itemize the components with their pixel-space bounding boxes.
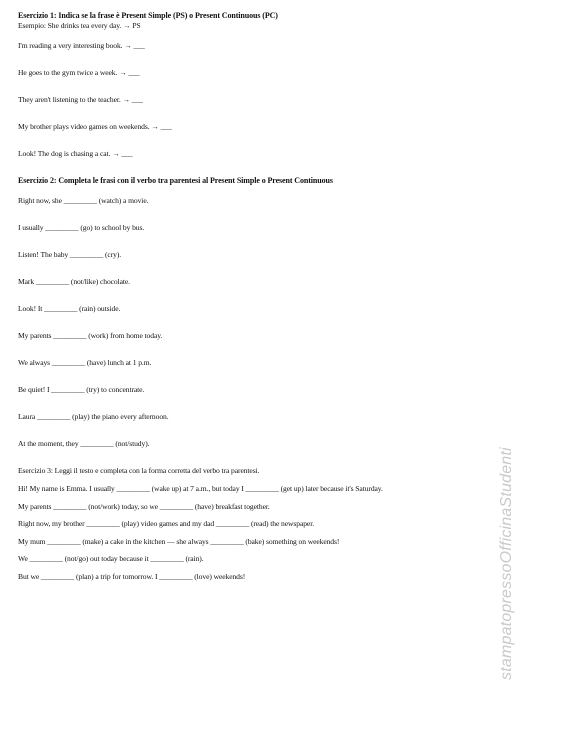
exercise-3-item: Right now, my brother _________ (play) video games and my dad _________ (read) the newspaper.	[18, 519, 314, 528]
exercise-2-item: Mark _________ (not/like) chocolate.	[18, 277, 130, 286]
exercise-3-item: But we _________ (plan) a trip for tomorrow. I _________ (love) weekends!	[18, 572, 246, 581]
exercise-1-item: I'm reading a very interesting book. → ___	[18, 41, 145, 50]
exercise-2-title: Esercizio 2: Completa le frasi con il verbo tra parentesi al Present Simple o Present Continuous	[18, 176, 333, 185]
exercise-1-item: Look! The dog is chasing a cat. → ___	[18, 149, 133, 158]
exercise-2-item: Listen! The baby _________ (cry).	[18, 250, 122, 259]
exercise-2-item: My parents _________ (work) from home today.	[18, 331, 163, 340]
watermark: stampatopressoOfficinaStudenti	[498, 447, 515, 680]
exercise-3-item: We _________ (not/go) out today because it _________ (rain).	[18, 554, 204, 563]
exercise-3-item: My mum _________ (make) a cake in the kitchen — she always _________ (bake) something on weekends!	[18, 537, 340, 546]
exercise-2-item: At the moment, they _________ (not/study).	[18, 439, 150, 448]
exercise-2-item: Look! It _________ (rain) outside.	[18, 304, 121, 313]
exercise-2-item: Laura _________ (play) the piano every afternoon.	[18, 412, 169, 421]
exercise-3-item: My parents _________ (not/work) today, so we _________ (have) breakfast together.	[18, 502, 270, 511]
exercise-1-item: My brother plays video games on weekends. → ___	[18, 122, 172, 131]
exercise-2-item: I usually _________ (go) to school by bus.	[18, 223, 145, 232]
exercise-1-title: Esercizio 1: Indica se la frase è Present Simple (PS) o Present Continuous (PC)	[18, 11, 278, 20]
exercise-3-item: Hi! My name is Emma. I usually _________ (wake up) at 7 a.m., but today I _________ (get up) later because it's Saturday.	[18, 484, 383, 493]
exercise-2-item: Be quiet! I _________ (try) to concentrate.	[18, 385, 145, 394]
exercise-1-item: They aren't listening to the teacher. → ___	[18, 95, 143, 104]
exercise-1-item: He goes to the gym twice a week. → ___	[18, 68, 140, 77]
exercise-3-title: Esercizio 3: Leggi il testo e completa con la forma corretta del verbo tra parentesi.	[18, 466, 260, 475]
exercise-2-item: We always _________ (have) lunch at 1 p.m.	[18, 358, 152, 367]
exercise-2-item: Right now, she _________ (watch) a movie.	[18, 196, 149, 205]
exercise-1-example: Esempio: She drinks tea every day. → PS	[18, 21, 141, 30]
